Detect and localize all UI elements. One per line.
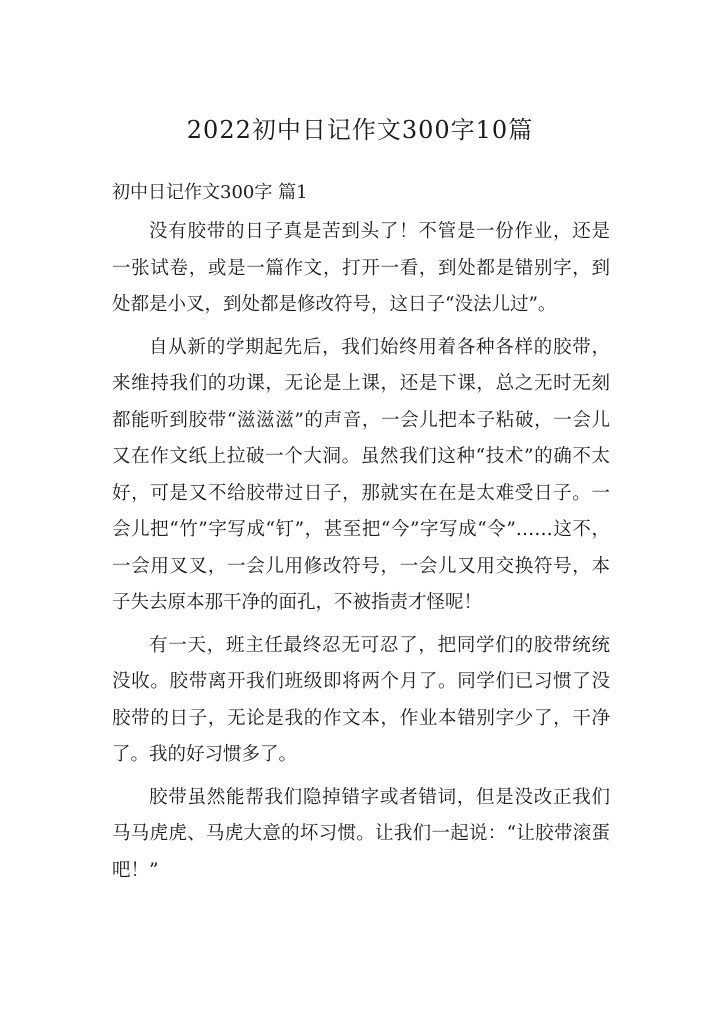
paragraph: 胶带虽然能帮我们隐掉错字或者错词，但是没改正我们马马虎虎、马虎大意的坏习惯。让我们一起说：“让胶带滚蛋吧！” [112, 786, 610, 881]
paragraph: 自从新的学期起先后，我们始终用着各种各样的胶带，来维持我们的功课，无论是上课，还是下课，总之无时无刻都能听到胶带“滋滋滋”的声音，一会儿把本子粘破，一会儿又在作文纸上拉破一个大洞。虽然我们这种“技术”的确不太好，可是又不给胶带过日子，那就实在在是太难受日子。一会儿把“竹”字写成“钉”，甚至把“今”字写成“令”……这不，一会用叉叉，一会儿用修改符号，一会儿又用交换符号，本子失去原本那干净的面孔，不被指责才怪呢！ [112, 336, 610, 613]
section-heading: 初中日记作文300字 篇1 [112, 182, 308, 203]
paragraph: 有一天，班主任最终忍无可忍了，把同学们的胶带统统没收。胶带离开我们班级即将两个月了。同学们已习惯了没胶带的日子，无论是我的作文本，作业本错别字少了，干净了。我的好习惯多了。 [112, 634, 610, 765]
paragraph: 没有胶带的日子真是苦到头了！不管是一份作业，还是一张试卷，或是一篇作文，打开一看，到处都是错别字，到处都是小叉，到处都是修改符号，这日子“没法儿过”。 [112, 221, 610, 315]
article-body [112, 214, 610, 895]
document-title: 2022初中日记作文300字10篇 [186, 116, 534, 144]
